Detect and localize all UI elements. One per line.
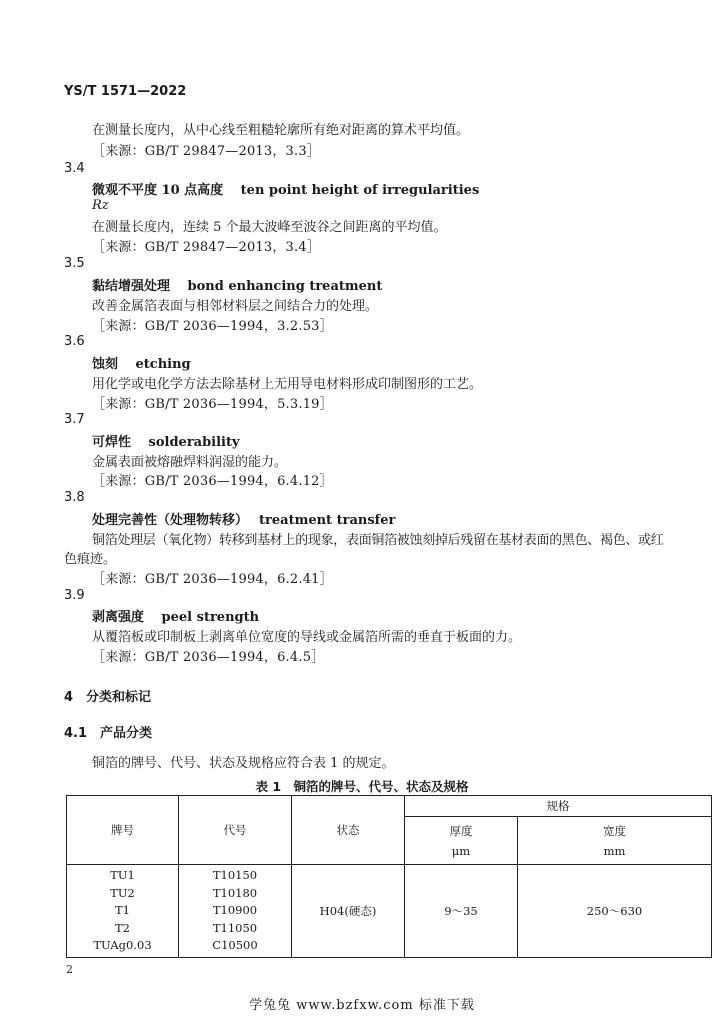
paragraph-text: 铜箔的牌号、代号、状态及规格应符合表 1 的规定。 <box>92 756 395 771</box>
grade-item: TU1 <box>110 868 135 883</box>
header-width <box>518 817 712 865</box>
header-temper: 状态 <box>292 796 405 865</box>
definition-text: 铜箔处理层（氧化物）转移到基材上的现象，表面铜箔被蚀刻掉后残留在基材表面的黑色、褐色、或红 <box>92 533 664 548</box>
clause-number: 3.8 <box>64 490 85 505</box>
code-item: T10150 <box>212 868 258 883</box>
grade-item: TUAg0.03 <box>93 938 152 953</box>
footer-watermark: 学兔兔 www.bzfxw.com 标准下载 <box>249 998 475 1013</box>
definition-source: ［来源：GB/T 2036—1994，5.3.19］ <box>92 397 333 412</box>
spec-table <box>66 795 712 958</box>
header-width-unit: mm <box>603 843 626 858</box>
definition-text: 用化学或电化学方法去除基材上无用导电材料形成印制图形的工艺。 <box>92 377 483 392</box>
term-title: 可焊性 solderability <box>92 435 240 450</box>
code-item: T11050 <box>212 920 258 935</box>
header-code: 代号 <box>179 796 292 865</box>
clause-number: 3.6 <box>64 334 85 349</box>
code-item: T10900 <box>212 903 258 918</box>
header-thickness-unit: μm <box>451 843 471 858</box>
temper-cell: H04(硬态) <box>292 865 405 958</box>
definition-text: 改善金属箔表面与相邻材料层之间结合力的处理。 <box>92 299 379 314</box>
table-caption: 表 1 铜箔的牌号、代号、状态及规格 <box>255 779 469 794</box>
code-item: C10500 <box>212 938 258 953</box>
definition-source: ［来源：GB/T 2036—1994，6.4.12］ <box>92 474 333 489</box>
grades-cell <box>67 865 179 958</box>
subsection-heading: 4.1 产品分类 <box>64 726 153 741</box>
term-symbol <box>92 198 109 213</box>
definition-source: ［来源：GB/T 29847—2013，3.4］ <box>92 240 321 255</box>
term-title: 微观不平度 10 点高度 ten point height of irregularities <box>92 183 480 198</box>
definition-text: 在测量长度内，连续 5 个最大波峰至波谷之间距离的平均值。 <box>92 220 447 235</box>
thickness-cell: 9～35 <box>405 865 518 958</box>
symbol-text: Rz <box>92 198 109 213</box>
grade-item: TU2 <box>110 885 135 900</box>
section-heading: 4 分类和标记 <box>64 690 152 705</box>
header-width-label: 宽度 <box>603 823 626 838</box>
clause-number: 3.5 <box>64 256 85 271</box>
term-title: 蚀刻 etching <box>92 357 191 372</box>
header-thickness <box>405 817 518 865</box>
clause-number: 3.4 <box>64 161 85 176</box>
definition-text: 从覆箔板或印制板上剥离单位宽度的导线或金属箔所需的垂直于板面的力。 <box>92 630 522 645</box>
term-title: 黏结增强处理 bond enhancing treatment <box>92 279 383 294</box>
definition-source: ［来源：GB/T 2036—1994，6.4.5］ <box>92 650 325 665</box>
term-title: 处理完善性（处理物转移） treatment transfer <box>92 513 396 528</box>
grade-item: T2 <box>115 920 130 935</box>
definition-text: 在测量长度内，从中心线至粗糙轮廓所有绝对距离的算术平均值。 <box>92 123 470 138</box>
definition-source: ［来源：GB/T 29847—2013，3.3］ <box>92 144 321 159</box>
definition-text: 金属表面被熔融焊料润湿的能力。 <box>92 455 288 470</box>
grade-item: T1 <box>115 903 130 918</box>
header-thickness-label: 厚度 <box>449 823 473 838</box>
page-number: 2 <box>66 963 73 976</box>
document-code: YS/T 1571—2022 <box>64 84 187 99</box>
definition-source: ［来源：GB/T 2036—1994，3.2.53］ <box>92 319 333 334</box>
term-title: 剥离强度 peel strength <box>92 610 260 625</box>
width-cell: 250～630 <box>518 865 712 958</box>
header-spec: 规格 <box>405 796 712 817</box>
header-grade: 牌号 <box>67 796 179 865</box>
code-item: T10180 <box>212 885 258 900</box>
definition-text-continued: 色痕迹。 <box>64 552 117 567</box>
definition-source: ［来源：GB/T 2036—1994，6.2.41］ <box>92 572 333 587</box>
codes-cell <box>179 865 292 958</box>
clause-number: 3.7 <box>64 412 85 427</box>
clause-number: 3.9 <box>64 588 85 603</box>
